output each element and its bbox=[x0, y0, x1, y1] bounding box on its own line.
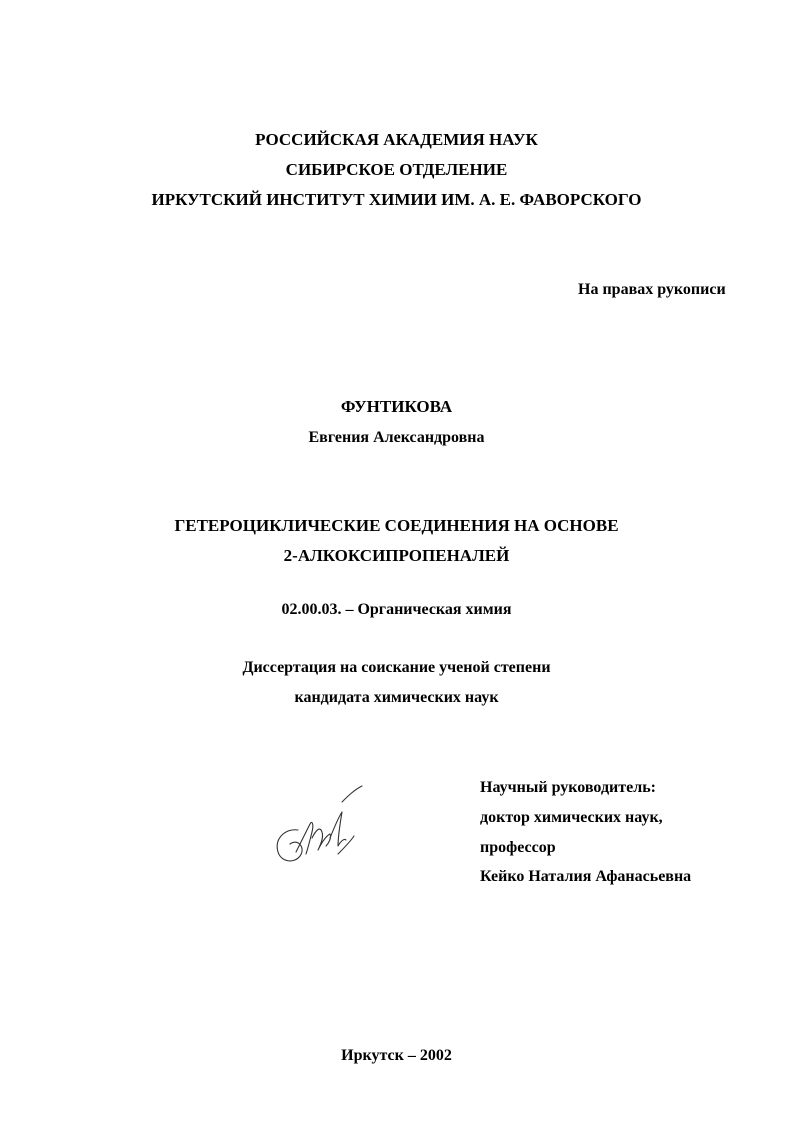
supervisor-degree: доктор химических наук, bbox=[480, 809, 663, 826]
institution-line-3: ИРКУТСКИЙ ИНСТИТУТ ХИМИИ ИМ. А. Е. ФАВОРСКОГО bbox=[151, 190, 642, 209]
author-given-names: Евгения Александровна bbox=[308, 429, 485, 446]
manuscript-note: На правах рукописи bbox=[578, 281, 726, 298]
degree-line-1: Диссертация на соискание ученой степени bbox=[242, 659, 551, 676]
supervisor-title: профессор bbox=[480, 839, 556, 856]
supervisor-label: Научный руководитель: bbox=[480, 779, 656, 796]
author-surname: ФУНТИКОВА bbox=[340, 397, 453, 416]
place-and-year: Иркутск – 2002 bbox=[341, 1047, 452, 1064]
specialty: 02.00.03. – Органическая химия bbox=[281, 601, 512, 618]
author-signature bbox=[268, 780, 368, 880]
degree-line-2: кандидата химических наук bbox=[294, 689, 499, 706]
institution-line-2: СИБИРСКОЕ ОТДЕЛЕНИЕ bbox=[285, 160, 508, 179]
supervisor-name: Кейко Наталия Афанасьевна bbox=[480, 868, 692, 885]
thesis-title-line-1: ГЕТЕРОЦИКЛИЧЕСКИЕ СОЕДИНЕНИЯ НА ОСНОВЕ bbox=[174, 516, 619, 535]
institution-line-1: РОССИЙСКАЯ АКАДЕМИЯ НАУК bbox=[255, 130, 538, 149]
thesis-title-line-2: 2-АЛКОКСИПРОПЕНАЛЕЙ bbox=[283, 546, 510, 565]
